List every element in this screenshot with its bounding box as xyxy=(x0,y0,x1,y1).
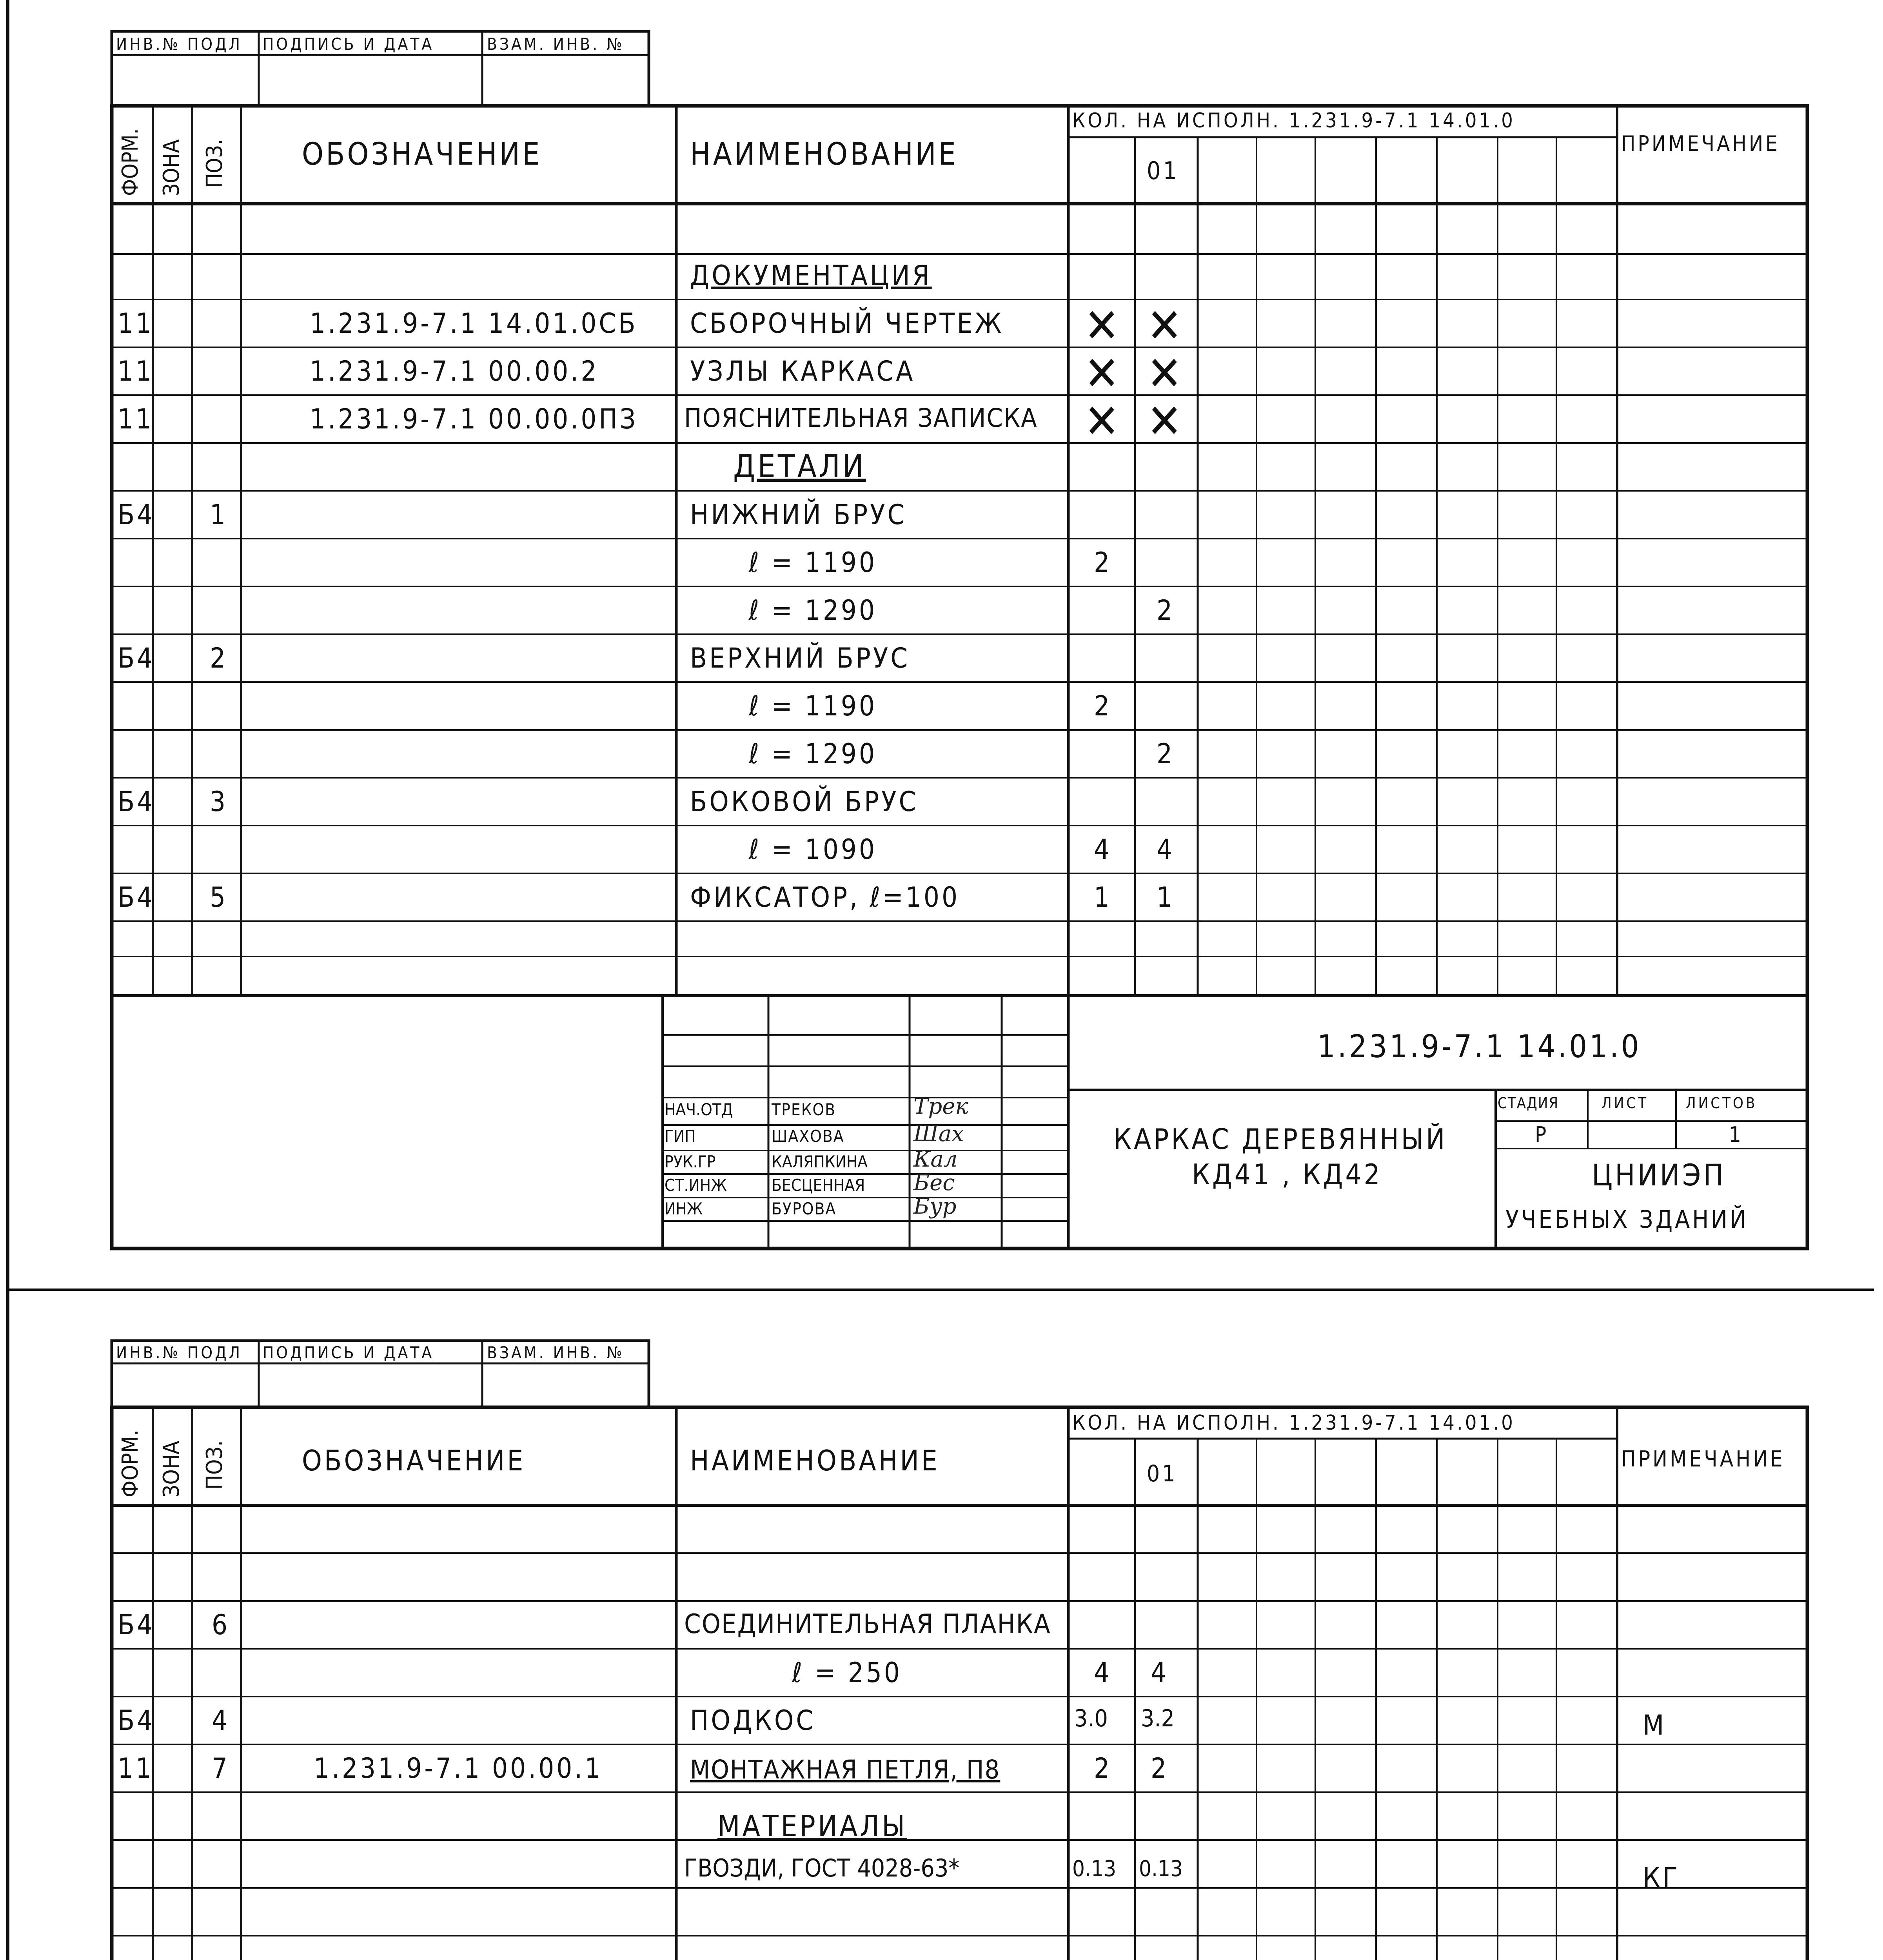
staff-signature: Бур xyxy=(913,1194,957,1219)
row-format: Б4 xyxy=(118,1609,155,1641)
row-name: СБОРОЧНЫЙ ЧЕРТЕЖ xyxy=(690,307,1004,339)
section-title: ДЕТАЛИ xyxy=(733,448,866,485)
qty-cross-mark: ✕ xyxy=(1084,347,1120,401)
row-name: ФИКСАТОР, ℓ=100 xyxy=(690,881,960,913)
staff-role: РУК.ГР xyxy=(665,1152,716,1171)
stamp-inv-original-label: ИНВ.№ ПОДЛ xyxy=(116,1343,243,1362)
qty-cross-mark: ✕ xyxy=(1084,299,1120,353)
row-position: 1 xyxy=(210,499,228,531)
row-format: Б4 xyxy=(118,786,155,818)
qty-cross-mark: ✕ xyxy=(1147,394,1182,449)
staff-name: БУРОВА xyxy=(772,1199,837,1218)
row-note: М xyxy=(1643,1709,1667,1741)
staff-role: ИНЖ xyxy=(665,1199,703,1218)
stamp-replacement-inv-label: ВЗАМ. ИНВ. № xyxy=(487,34,625,54)
row-name: ПОЯСНИТЕЛЬНАЯ ЗАПИСКА xyxy=(684,403,1038,433)
section-title: МАТЕРИАЛЫ xyxy=(717,1809,907,1843)
row-name: МОНТАЖНАЯ ПЕТЛЯ, П8 xyxy=(690,1755,1001,1785)
header-note: ПРИМЕЧАНИЕ xyxy=(1621,131,1780,156)
sheets-count-label: ЛИСТОВ xyxy=(1686,1094,1758,1112)
row-qty-base: 2 xyxy=(1094,546,1112,579)
staff-name: ТРЕКОВ xyxy=(772,1100,836,1119)
row-designation: 1.231.9-7.1 14.01.0СБ xyxy=(310,307,638,339)
header-name: НАИМЕНОВАНИЕ xyxy=(690,137,958,172)
staff-name: БЕСЦЕННАЯ xyxy=(772,1176,865,1195)
staff-signature: Шах xyxy=(913,1121,964,1147)
row-qty-01: 3.2 xyxy=(1141,1705,1175,1732)
stamp-signature-date-label: ПОДПИСЬ И ДАТА xyxy=(263,34,434,54)
organization-line1: ЦНИИЭП xyxy=(1592,1158,1726,1192)
staff-name: КАЛЯПКИНА xyxy=(772,1152,868,1171)
row-position: 2 xyxy=(210,642,228,674)
row-qty-01: 2 xyxy=(1151,1752,1169,1784)
document-title-line2: КД41 , КД42 xyxy=(1192,1158,1382,1191)
row-position: 3 xyxy=(210,786,228,818)
row-format: Б4 xyxy=(118,642,155,674)
row-qty-01: 2 xyxy=(1157,594,1175,626)
stamp-replacement-inv-label: ВЗАМ. ИНВ. № xyxy=(487,1343,625,1362)
staff-role: СТ.ИНЖ xyxy=(665,1176,727,1195)
row-qty-base: 0.13 xyxy=(1072,1856,1117,1882)
header-format: ФОРМ. xyxy=(118,128,143,196)
row-name: ℓ = 1190 xyxy=(749,690,877,722)
header-variant-01: 01 xyxy=(1147,156,1179,185)
row-format: Б4 xyxy=(118,1704,155,1737)
row-name: ℓ = 1290 xyxy=(749,738,877,770)
row-designation: 1.231.9-7.1 00.00.0ПЗ xyxy=(310,403,638,435)
header-zone: ЗОНА xyxy=(159,1441,184,1497)
header-name: НАИМЕНОВАНИЕ xyxy=(690,1444,940,1477)
row-qty-base: 4 xyxy=(1094,1657,1112,1689)
staff-role: ГИП xyxy=(665,1127,696,1146)
row-format: 11 xyxy=(118,355,154,387)
row-name: БОКОВОЙ БРУС xyxy=(690,786,919,818)
qty-cross-mark: ✕ xyxy=(1147,347,1182,401)
row-name: ℓ = 1290 xyxy=(749,594,877,626)
row-name: ℓ = 1090 xyxy=(749,833,877,866)
row-qty-01: 2 xyxy=(1157,738,1175,770)
section-title: ДОКУМЕНТАЦИЯ xyxy=(690,260,932,292)
organization-line2: УЧЕБНЫХ ЗДАНИЙ xyxy=(1505,1205,1749,1234)
staff-signature: Трек xyxy=(913,1094,968,1119)
row-qty-base: 2 xyxy=(1094,690,1112,722)
row-position: 4 xyxy=(212,1704,230,1737)
row-qty-01: 0.13 xyxy=(1139,1856,1183,1882)
row-name: СОЕДИНИТЕЛЬНАЯ ПЛАНКА xyxy=(684,1609,1051,1640)
row-name: НИЖНИЙ БРУС xyxy=(690,499,907,531)
row-name: ℓ = 250 xyxy=(792,1657,902,1689)
document-code: 1.231.9-7.1 14.01.0 xyxy=(1317,1028,1641,1065)
header-variant-01: 01 xyxy=(1147,1460,1178,1487)
staff-role: НАЧ.ОТД xyxy=(665,1100,733,1119)
stage-label: СТАДИЯ xyxy=(1498,1094,1559,1112)
sheet-label: ЛИСТ xyxy=(1602,1094,1649,1112)
sheets-count-value: 1 xyxy=(1729,1122,1743,1147)
header-position: ПОЗ. xyxy=(202,139,227,188)
row-position: 7 xyxy=(212,1752,230,1784)
qty-cross-mark: ✕ xyxy=(1147,299,1182,353)
row-note: КГ xyxy=(1643,1862,1680,1894)
row-position: 5 xyxy=(210,881,228,913)
row-name: УЗЛЫ КАРКАСА xyxy=(690,355,915,387)
header-qty-per-variant: КОЛ. НА ИСПОЛН. 1.231.9-7.1 14.01.0 xyxy=(1072,109,1515,132)
row-format: 11 xyxy=(118,403,154,435)
header-qty-per-variant: КОЛ. НА ИСПОЛН. 1.231.9-7.1 14.01.0 xyxy=(1072,1411,1515,1435)
header-zone: ЗОНА xyxy=(159,139,184,196)
row-qty-base: 4 xyxy=(1094,833,1112,866)
staff-signature: Кал xyxy=(913,1147,958,1172)
stage-value: Р xyxy=(1535,1122,1549,1147)
header-position: ПОЗ. xyxy=(202,1440,227,1490)
row-designation: 1.231.9-7.1 00.00.1 xyxy=(314,1752,603,1784)
row-designation: 1.231.9-7.1 00.00.2 xyxy=(310,355,599,387)
header-designation: ОБОЗНАЧЕНИЕ xyxy=(302,137,542,172)
row-name: ПОДКОС xyxy=(690,1704,816,1737)
row-name: ℓ = 1190 xyxy=(749,546,877,579)
staff-signature: Бес xyxy=(913,1170,955,1196)
row-name: ГВОЗДИ, ГОСТ 4028-63* xyxy=(684,1854,960,1882)
row-qty-base: 1 xyxy=(1094,881,1112,913)
row-qty-base: 3.0 xyxy=(1074,1705,1108,1732)
header-designation: ОБОЗНАЧЕНИЕ xyxy=(302,1444,526,1477)
row-position: 6 xyxy=(212,1609,230,1641)
row-format: Б4 xyxy=(118,881,155,913)
header-format: ФОРМ. xyxy=(118,1430,143,1497)
stamp-signature-date-label: ПОДПИСЬ И ДАТА xyxy=(263,1343,434,1362)
stamp-inv-original-label: ИНВ.№ ПОДЛ xyxy=(116,34,243,54)
row-qty-01: 1 xyxy=(1157,881,1175,913)
qty-cross-mark: ✕ xyxy=(1084,394,1120,449)
row-format: 11 xyxy=(118,307,154,339)
document-title-line1: КАРКАС ДЕРЕВЯННЫЙ xyxy=(1113,1123,1447,1156)
staff-name: ШАХОВА xyxy=(772,1127,844,1146)
row-name: ВЕРХНИЙ БРУС xyxy=(690,642,910,674)
row-format: Б4 xyxy=(118,499,155,531)
row-format: 11 xyxy=(118,1752,154,1784)
row-qty-base: 2 xyxy=(1094,1752,1112,1784)
header-note: ПРИМЕЧАНИЕ xyxy=(1621,1446,1785,1472)
row-qty-01: 4 xyxy=(1151,1657,1169,1689)
row-qty-01: 4 xyxy=(1157,833,1175,866)
